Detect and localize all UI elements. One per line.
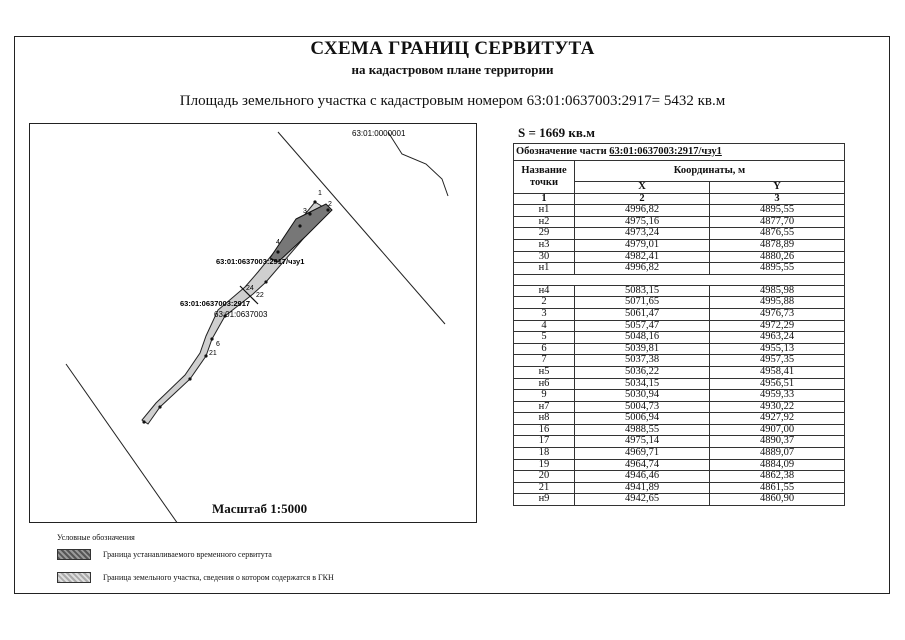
y-coordinate-cell: 4957,35 [710, 355, 845, 367]
x-coordinate-cell: 5061,47 [575, 308, 710, 320]
point-name-cell: 9 [514, 390, 575, 402]
y-coordinate-cell: 4895,55 [710, 263, 845, 275]
legend-item-servitude [57, 549, 272, 560]
table-row [514, 413, 845, 425]
column-number-2: 2 [575, 193, 710, 205]
point-name-cell: 6 [514, 343, 575, 355]
point-name-cell: 17 [514, 436, 575, 448]
point-name-cell: 2 [514, 297, 575, 309]
y-coordinate-cell: 4877,70 [710, 216, 845, 228]
table-row [514, 494, 845, 506]
x-coordinate-cell: 5006,94 [575, 413, 710, 425]
y-coordinate-cell: 4958,41 [710, 366, 845, 378]
y-coordinate-cell: 4889,07 [710, 448, 845, 460]
map-drawing [30, 124, 477, 523]
coordinates-table [513, 143, 845, 506]
x-coordinate-cell: 4996,82 [575, 263, 710, 275]
x-coordinate-cell: 4975,16 [575, 216, 710, 228]
table-row [514, 355, 845, 367]
point-label-24: 24 [246, 285, 254, 292]
table-row [514, 459, 845, 471]
servitude-swatch-icon [57, 549, 91, 560]
document-subtitle: на кадастровом плане территории [351, 62, 554, 77]
quarter-label: 63:01:0637003 [214, 310, 268, 319]
table-row [514, 308, 845, 320]
y-coordinate-cell: 4860,90 [710, 494, 845, 506]
legend-title: Условные обозначения [57, 533, 135, 542]
x-coordinate-cell: 5071,65 [575, 297, 710, 309]
column-number-row [514, 193, 845, 205]
table-row [514, 378, 845, 390]
point-name-cell: 5 [514, 332, 575, 344]
y-coordinate-cell: 4907,00 [710, 424, 845, 436]
point-name-cell: 3 [514, 308, 575, 320]
header-row [514, 161, 845, 182]
table-row [514, 471, 845, 483]
y-coordinate-cell: 4878,89 [710, 239, 845, 251]
separator-cell [514, 274, 845, 285]
y-coordinate-cell: 4930,22 [710, 401, 845, 413]
x-coordinate-cell: 5039,81 [575, 343, 710, 355]
point-name-cell: н9 [514, 494, 575, 506]
servitude-area [270, 204, 332, 262]
x-coordinate-cell: 4969,71 [575, 448, 710, 460]
point-name-cell: н6 [514, 378, 575, 390]
x-coordinate-cell: 4996,82 [575, 205, 710, 217]
x-coordinate-cell: 4979,01 [575, 239, 710, 251]
x-coordinate-cell: 5037,38 [575, 355, 710, 367]
y-coordinate-cell: 4876,55 [710, 228, 845, 240]
separator-row [514, 274, 845, 285]
table-row [514, 401, 845, 413]
table-row [514, 436, 845, 448]
table-row [514, 366, 845, 378]
part-designation-label: Обозначение части [516, 145, 607, 157]
servitude-total-area: S = 1669 кв.м [518, 125, 596, 140]
x-coordinate-cell: 4975,14 [575, 436, 710, 448]
table-row [514, 424, 845, 436]
point-label-3: 3 [303, 208, 307, 215]
point-label-21: 21 [209, 350, 217, 357]
parcel-swatch-icon [57, 572, 91, 583]
part-label: 63:01:0637003:2917/чзу1 [216, 257, 305, 266]
top-cut-label: 63:01:0000001 [352, 129, 406, 138]
point-name-cell: н8 [514, 413, 575, 425]
y-coordinate-cell: 4959,33 [710, 390, 845, 402]
point-name-cell: н2 [514, 216, 575, 228]
point-label-6: 6 [216, 341, 220, 348]
table-row [514, 228, 845, 240]
point-label-22: 22 [256, 292, 264, 299]
header-coordinates: Координаты, м [575, 161, 845, 182]
point-name-cell: 7 [514, 355, 575, 367]
point-name-cell: н5 [514, 366, 575, 378]
table-row [514, 205, 845, 217]
table-row [514, 332, 845, 344]
boundary-line-left [66, 364, 178, 523]
x-coordinate-cell: 4946,46 [575, 471, 710, 483]
part-designation-cell [514, 144, 845, 161]
x-coordinate-cell: 4941,89 [575, 482, 710, 494]
x-coordinate-cell: 5034,15 [575, 378, 710, 390]
legend-item-parcel [57, 572, 334, 583]
point-name-cell: н1 [514, 263, 575, 275]
y-coordinate-cell: 4995,88 [710, 297, 845, 309]
header-y: Y [710, 182, 845, 194]
table-row [514, 482, 845, 494]
y-coordinate-cell: 4956,51 [710, 378, 845, 390]
part-designation-row [514, 144, 845, 161]
table-row [514, 263, 845, 275]
map-scale: Масштаб 1:5000 [212, 501, 308, 516]
point-name-cell: 30 [514, 251, 575, 263]
y-coordinate-cell: 4955,13 [710, 343, 845, 355]
x-coordinate-cell: 5004,73 [575, 401, 710, 413]
y-coordinate-cell: 4880,26 [710, 251, 845, 263]
table-row [514, 343, 845, 355]
cadastral-map [29, 123, 477, 523]
point-name-cell: н3 [514, 239, 575, 251]
point-name-cell: 29 [514, 228, 575, 240]
table-row [514, 239, 845, 251]
x-coordinate-cell: 4964,74 [575, 459, 710, 471]
point-label-2: 2 [328, 201, 332, 208]
legend-item-parcel-label: Граница земельного участка, сведения о котором содержатся в ГКН [103, 573, 334, 582]
point-name-cell: н1 [514, 205, 575, 217]
table-row [514, 320, 845, 332]
header-x: X [575, 182, 710, 194]
table-row [514, 216, 845, 228]
point-name-cell: 20 [514, 471, 575, 483]
parcel-label: 63:01:0637003:2917 [180, 299, 251, 308]
table-row [514, 390, 845, 402]
x-coordinate-cell: 5030,94 [575, 390, 710, 402]
table-row [514, 251, 845, 263]
y-coordinate-cell: 4976,73 [710, 308, 845, 320]
y-coordinate-cell: 4890,37 [710, 436, 845, 448]
table-row [514, 448, 845, 460]
legend-item-servitude-label: Граница устанавливаемого временного сервитута [103, 550, 272, 559]
x-coordinate-cell: 5057,47 [575, 320, 710, 332]
point-name-cell: н7 [514, 401, 575, 413]
x-coordinate-cell: 4942,65 [575, 494, 710, 506]
part-designation-code: 63:01:0637003:2917/чзу1 [609, 145, 722, 157]
point-label-4: 4 [276, 239, 280, 246]
table-row [514, 297, 845, 309]
header-point-name: Название точки [514, 161, 575, 194]
x-coordinate-cell: 5036,22 [575, 366, 710, 378]
x-coordinate-cell: 5083,15 [575, 285, 710, 297]
y-coordinate-cell: 4884,09 [710, 459, 845, 471]
document-title: СХЕМА ГРАНИЦ СЕРВИТУТА [310, 38, 595, 59]
parcel-area-line: Площадь земельного участка с кадастровым номером 63:01:0637003:2917= 5432 кв.м [179, 93, 726, 109]
point-label-1: 1 [318, 190, 322, 197]
point-name-cell: н4 [514, 285, 575, 297]
point-name-cell: 19 [514, 459, 575, 471]
column-number-3: 3 [710, 193, 845, 205]
point-name-cell: 18 [514, 448, 575, 460]
x-coordinate-cell: 4988,55 [575, 424, 710, 436]
y-coordinate-cell: 4861,55 [710, 482, 845, 494]
point-name-cell: 21 [514, 482, 575, 494]
y-coordinate-cell: 4985,98 [710, 285, 845, 297]
y-coordinate-cell: 4963,24 [710, 332, 845, 344]
table-row [514, 285, 845, 297]
boundary-line-top [388, 132, 448, 196]
column-number-1: 1 [514, 193, 575, 205]
y-coordinate-cell: 4862,38 [710, 471, 845, 483]
y-coordinate-cell: 4972,29 [710, 320, 845, 332]
point-name-cell: 16 [514, 424, 575, 436]
y-coordinate-cell: 4927,92 [710, 413, 845, 425]
x-coordinate-cell: 5048,16 [575, 332, 710, 344]
x-coordinate-cell: 4973,24 [575, 228, 710, 240]
point-name-cell: 4 [514, 320, 575, 332]
y-coordinate-cell: 4895,55 [710, 205, 845, 217]
x-coordinate-cell: 4982,41 [575, 251, 710, 263]
